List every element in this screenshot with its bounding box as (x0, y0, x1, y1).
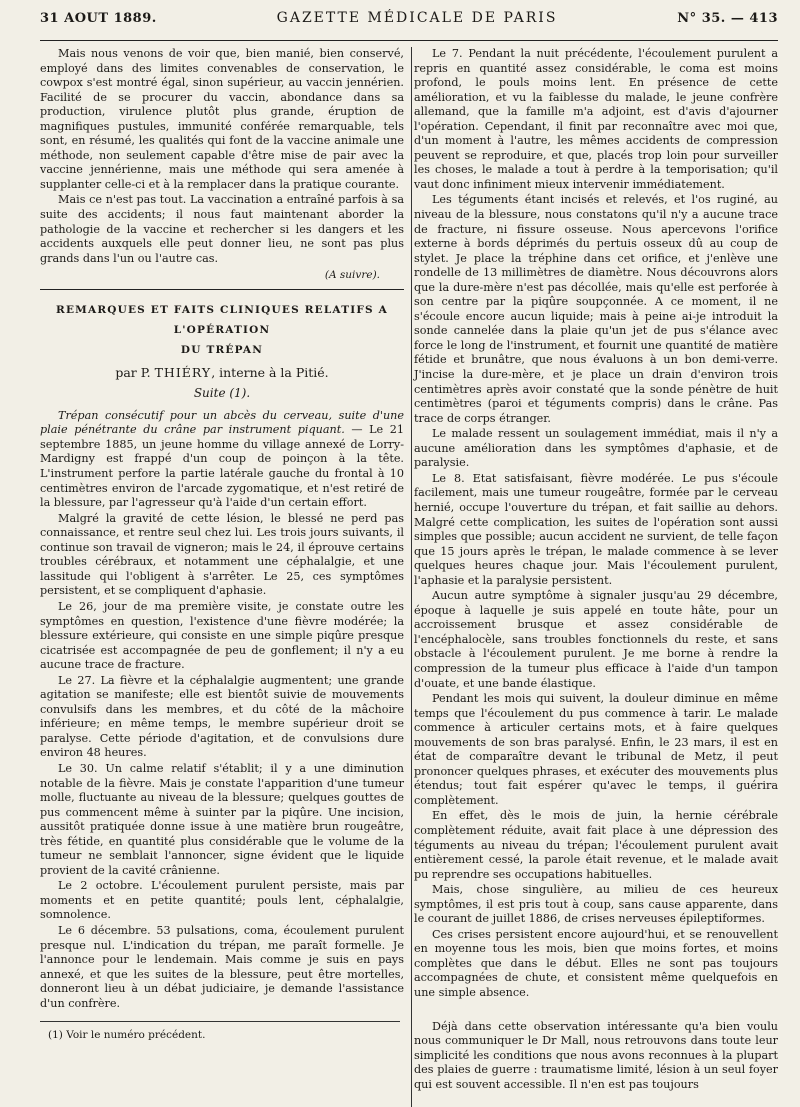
issue-page-number: N° 35. — 413 (677, 11, 778, 26)
intro-paragraph-1: Mais nous venons de voir que, bien manié, bien conservé, employé dans des limites convenables de conservation, le cowpox s'est montré égal, sinon supérieur, au vaccin jennérien. Facilité de se procurer du vaccin, abondance dans sa production, virulence plutôt plus grande, éruption de magnifiques pustules, immunité conférée remarquable, tels sont, en résumé, les qualités qui font de la vaccine animale une méthode, non seulement capable d'être mise de pair avec la vaccine jennérienne, mais une méthode qui sera amenée à supplanter celle-ci et à la remplacer dans la pratique courante. (40, 47, 404, 191)
right-paragraph-8: Mais, chose singulière, au milieu de ces heureux symptômes, il est pris tout à coup, sans cause apparente, dans le courant de juillet 1886, de crises nerveuses épileptiformes. (414, 883, 778, 926)
case-opening-paragraph (40, 409, 404, 511)
right-paragraph-3: Le malade ressent un soulagement immédiat, mais il n'y a aucune amélioration dans les symptômes d'aphasie, et de paralysie. (414, 427, 778, 470)
article-heading-line-1: REMARQUES ET FAITS CLINIQUES RELATIFS A L'OPÉRATION (56, 303, 388, 336)
right-paragraph-7: En effet, dès le mois de juin, la hernie cérébrale complètement réduite, avait fait place à une dépression des téguments au niveau du trépan; l'écoulement purulent avait entièrement cessé, la parole était revenue, et le malade avait pu reprendre ses occupations habituelles. (414, 809, 778, 881)
column-divider (411, 47, 412, 1107)
article-heading (40, 300, 404, 360)
case-paragraph-5: Le 2 octobre. L'écoulement purulent persiste, mais par moments et en petite quantité; pouls lent, céphalalgie, somnolence. (40, 879, 404, 922)
header-rule (40, 40, 778, 41)
left-column (40, 47, 404, 1093)
closing-paragraph: Déjà dans cette observation intéressante qu'a bien voulu nous communiquer le Dr Mall, nous retrouvons dans toute leur simplicité les conditions que nous avons reconnues à la plupart des plaies de guerre : traumatisme limité, lésion à un seul foyer qui est souvent accessible. Il n'en est pas toujours (414, 1019, 778, 1091)
author-affiliation: , interne à la Pitié. (211, 364, 329, 380)
article-heading-line-2: DU TRÉPAN (180, 343, 264, 356)
intro-paragraph-2: Mais ce n'est pas tout. La vaccination a entraîné parfois à sa suite des accidents; il nous faut maintenant aborder la pathologie de la vaccine et rechercher si les dangers et les accidents auxquels elle peut donner lieu, ne sont pas plus grands dans l'un ou l'autre cas. (40, 193, 404, 265)
author-byline (40, 366, 404, 381)
right-paragraph-1: Le 7. Pendant la nuit précédente, l'écoulement purulent a repris en quantité assez considérable, le coma est moins profond, le pouls moins lent. En présence de cette amélioration, et vu la faiblesse du malade, le jeune confrère allemand, que la famille m'a adjoint, est d'avis d'ajourner l'opération. Cependant, il finit par reconnaître avec moi que, d'un moment à l'autre, les mêmes accidents de compression peuvent se reproduire, et que, placés trop loin pour surveiller les choses, le malade a tout à perdre à la temporisation; qu'il vaut donc infiniment mieux intervenir immédiatement. (414, 47, 778, 191)
right-column (414, 47, 778, 1093)
right-paragraph-9: Ces crises persistent encore aujourd'hui, et se renouvellent en moyenne tous les mois, bien que moins fortes, et moins complètes que dans le début. Elles ne sont pas toujours accompagnées de chute, et consistent même quelquefois en une simple absence. (414, 927, 778, 999)
article-separator (40, 289, 404, 290)
right-paragraph-6: Pendant les mois qui suivent, la douleur diminue en même temps que l'écoulement du pus commence à tarir. Le malade commence à articuler certains mots, et à faire quelques mouvements de son bras paralysé. Enfin, le 23 mars, il est en état de comparaître devant le tribunal de Metz, il peut prononcer quelques phrases, et exécuter des mouvements plus étendus; tout fait espérer qu'avec le temps, il guérira complètement. (414, 692, 778, 807)
case-paragraph-3: Le 27. La fièvre et la céphalalgie augmentent; une grande agitation se manifeste; elle est bientôt suivie de mouvements convulsifs dans les membres, et du côté de la mâchoire inférieure; en même temps, le membre supérieur droit se paralyse. Cette période d'agitation, et de convulsions dure environ 48 heures. (40, 673, 404, 760)
journal-title: GAZETTE MÉDICALE DE PARIS (276, 10, 558, 26)
case-intro: — Le 21 septembre 1885, un jeune homme du village annexé de Lorry-Mardigny est frappé d'un coup de poinçon à la tête. L'instrument perfore la partie latérale gauche du frontal à 10 centimètres environ de l'arcade zygomatique, et n'est retiré de la blessure, par l'agresseur qu'à l'aide d'un certain effort. (40, 423, 404, 510)
right-paragraph-4: Le 8. Etat satisfaisant, fièvre modérée. Le pus s'écoule facilement, mais une tumeur rougeâtre, formée par le cerveau hernié, occupe l'ouverture du trépan, et fait saillie au dehors. Malgré cette complication, les suites de l'opération sont aussi simples que possible; aucun accident ne survient, de telle façon que 15 jours après le trépan, le malade commence à se lever quelques heures chaque jour. Mais l'écoulement purulent, l'aphasie et la paralysie persistent. (414, 471, 778, 587)
author-name: THIÉRY (154, 364, 212, 380)
two-column-body (40, 47, 778, 1093)
case-paragraph-4: Le 30. Un calme relatif s'établit; il y a une diminution notable de la fièvre. Mais je constate l'apparition d'une tumeur molle, fluctuante au niveau de la blessure; quelques gouttes de pus commencent même à suinter par la piqûre. Une incision, aussitôt pratiquée donne issue à une matière brun rougeâtre, très fétide, en quantité plus considérable que le volume de la tumeur ne semblait l'annoncer, signe évident que le liquide provient de la cavité crânienne. (40, 761, 404, 877)
section-gap (414, 1002, 778, 1020)
continuation-label: Suite (1). (193, 386, 251, 401)
case-title: Trépan consécutif pour un abcès du cerveau, suite d'une plaie pénétrante du crâne par instrument piquant. (40, 408, 404, 437)
case-paragraph-6: Le 6 décembre. 53 pulsations, coma, écoulement purulent presque nul. L'indication du trépan, me paraît formelle. Je l'annonce pour le lendemain. Mais comme je suis en pays annexé, et que les suites de la blessure, peut être mortelles, donneront lieu à un débat judiciaire, je demande l'assistance d'un confrère. (40, 923, 404, 1010)
right-paragraph-2: Les téguments étant incisés et relevés, et l'os ruginé, au niveau de la blessure, nous constatons qu'il n'y a aucune trace de fracture, ni fissure osseuse. Nous apercevons l'orifice externe à bords déprimés du pertuis osseux dû au coup de stylet. Je place la tréphine dans cet orifice, et j'enlève une rondelle de 13 millimètres de diamètre. Nous découvrons alors que la dure-mère n'est pas décollée, mais qu'elle est perforée à son centre par la piqûre soupçonnée. A ce moment, il ne s'écoule encore aucun liquide; mais à peine ai-je introduit la sonde cannelée dans la plaie qu'un jet de pus s'élance avec force le long de l'instrument, et fournit une quantité de matière fétide et brunâtre, que nous évaluons à un bon demi-verre. J'incise la dure-mère, et je place un drain d'environ trois centimètres après avoir constaté que la sonde pénètre de huit centimètres (paroi et téguments compris) dans le crâne. Pas trace de corps étranger. (414, 193, 778, 425)
byline-par: par P. (115, 364, 151, 380)
issue-date: 31 AOUT 1889. (40, 11, 157, 26)
footnote-rule (40, 1021, 400, 1022)
case-paragraph-1: Malgré la gravité de cette lésion, le blessé ne perd pas connaissance, et rentre seul chez lui. Les trois jours suivants, il continue son travail de vigneron; mais le 24, il éprouve certains troubles cérébraux, et notamment une céphalalgie, et une lassitude qui l'obligent à s'arrêter. Le 25, ces symptômes persistent, et se compliquent d'aphasie. (40, 511, 404, 598)
footnote: (1) Voir le numéro précédent. (48, 1029, 206, 1042)
case-paragraph-2: Le 26, jour de ma première visite, je constate outre les symptômes en question, l'existence d'une fièvre modérée; la blessure extérieure, qui consiste en une simple piqûre presque cicatrisée est accompagnée de peu de gonflement; il n'y a eu aucune trace de fracture. (40, 599, 404, 672)
to-be-continued: (A suivre). (324, 269, 380, 282)
right-paragraph-5: Aucun autre symptôme à signaler jusqu'au 29 décembre, époque à laquelle je suis appelé en toute hâte, pour un accroissement brusque et assez considérable de l'encéphalocèle, sans troubles fonctionnels du reste, et sans obstacle à l'écoulement purulent. Je me borne à rendre la compression de la tumeur plus efficace à l'aide d'un tampon d'ouate, et une bande élastique. (414, 589, 778, 690)
running-header (40, 10, 778, 36)
